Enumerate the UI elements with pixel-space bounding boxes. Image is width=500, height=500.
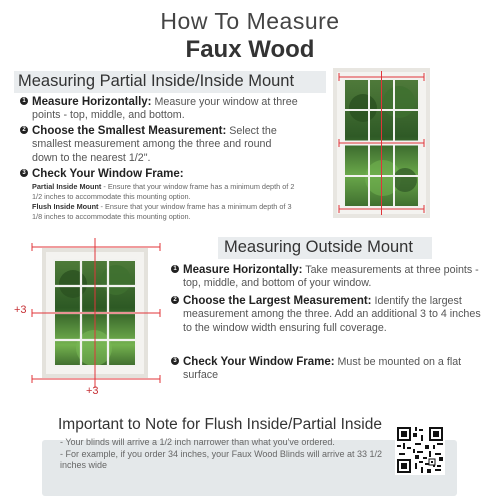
- outside-step-1-text: Take measurements at three points - top, middle, and bottom of your window.: [183, 264, 479, 290]
- inside-step-2: [22, 125, 298, 165]
- inside-step-3: [22, 168, 298, 181]
- inside-step-1: [22, 96, 298, 123]
- outside-plus-bottom: +3: [86, 385, 99, 397]
- step-number-badge: 3: [20, 169, 28, 177]
- outside-step-3-title: Check Your Window Frame:: [183, 356, 335, 368]
- outside-step-2-text: Identify the largest measurement among the three. Add an additional 3 to 4 inches to the window width ensuring full coverage.: [183, 295, 481, 334]
- inside-heading: Measuring Partial Inside/Inside Mount: [18, 72, 295, 90]
- step-number-badge: 3: [171, 357, 179, 365]
- outside-step-1: [173, 264, 485, 291]
- important-note-title: Important to Note for Flush Inside/Partial Inside: [58, 416, 382, 433]
- page-title-line2: Faux Wood: [185, 36, 315, 63]
- partial-inside-label: Partial Inside Mount: [32, 182, 102, 191]
- outside-step-3: [173, 356, 485, 383]
- outside-step-1-title: Measure Horizontally:: [183, 264, 303, 276]
- outside-mount-window-illustration: [28, 236, 164, 396]
- flush-inside-label: Flush Inside Mount: [32, 202, 99, 211]
- inside-step-1-text: Measure your window at three points - top, middle, and bottom.: [32, 96, 298, 122]
- outside-heading: Measuring Outside Mount: [224, 238, 413, 256]
- step-number-badge: 1: [20, 97, 28, 105]
- inside-frame-note-flush: [32, 202, 300, 221]
- partial-inside-text: - Ensure that your window frame has a minimum depth of 2 1/2 inches to accommodate this mounting option.: [32, 182, 295, 201]
- inside-mount-window-illustration: [333, 68, 430, 218]
- inside-step-2-title: Choose the Smallest Measurement:: [32, 125, 227, 137]
- outside-step-3-text: Must be mounted on a flat surface: [183, 356, 462, 382]
- inside-frame-note-partial: [32, 182, 300, 201]
- qr-code-icon[interactable]: [395, 425, 445, 475]
- inside-step-1-title: Measure Horizontally:: [32, 96, 152, 108]
- outside-step-2: [173, 295, 485, 335]
- step-number-badge: 2: [20, 126, 28, 134]
- page-title-line1: How To Measure: [160, 8, 340, 34]
- outside-plus-left: +3: [14, 304, 27, 316]
- step-number-badge: 2: [171, 296, 179, 304]
- flush-inside-text: - Ensure that your window frame has a minimum depth of 3 1/8 inches to accommodate this mounting option.: [32, 202, 292, 221]
- inside-step-3-title: Check Your Window Frame:: [32, 168, 184, 180]
- important-note-line-1: - Your blinds will arrive a 1/2 inch narrower than what you've ordered.: [60, 437, 335, 447]
- important-note-line-2: - For example, if you order 34 inches, your Faux Wood Blinds will arrive at 33 1/2 inches wide: [60, 449, 382, 470]
- inside-step-2-text: Select the smallest measurement among the three and round down to the nearest 1/2".: [32, 125, 277, 164]
- outside-step-2-title: Choose the Largest Measurement:: [183, 295, 372, 307]
- step-number-badge: 1: [171, 265, 179, 273]
